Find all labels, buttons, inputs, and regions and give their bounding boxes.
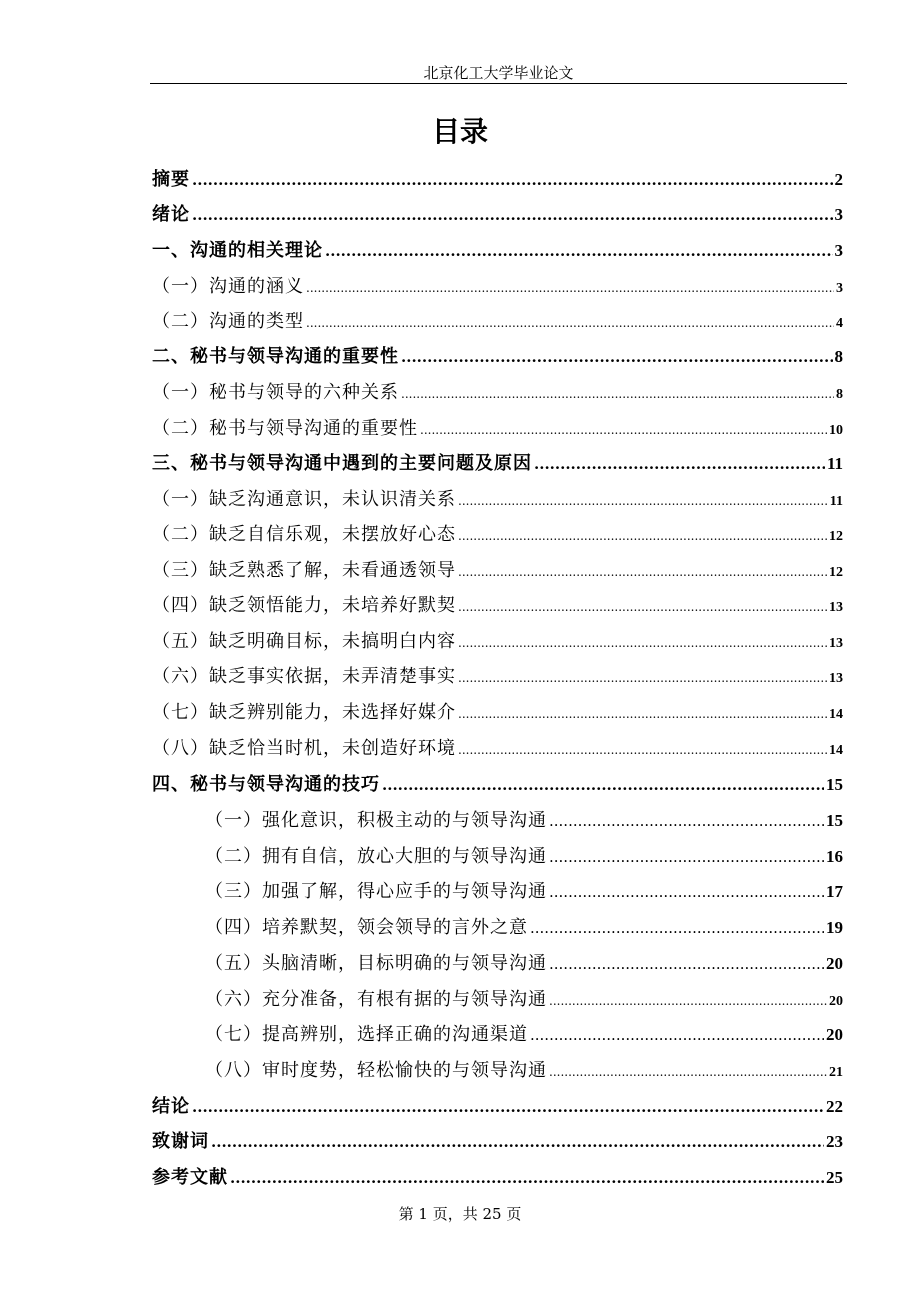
toc-leader: [458, 708, 827, 720]
toc-entry[interactable]: [205, 877, 843, 907]
toc-entry-page: 12: [829, 565, 843, 580]
toc-entry-label: （八）审时度势，轻松愉快的与领导沟通: [205, 1060, 547, 1081]
toc-entry-label: 一、沟通的相关理论: [152, 240, 323, 261]
toc-entry[interactable]: [152, 414, 843, 444]
toc-entry-label: 三、秘书与领导沟通中遇到的主要问题及原因: [152, 453, 532, 474]
toc-entry[interactable]: [152, 734, 843, 764]
toc-entry-page: 15: [826, 811, 843, 830]
toc-leader: [458, 566, 827, 578]
toc-entry-page: 8: [836, 387, 843, 402]
toc-entry-page: 12: [829, 529, 843, 544]
toc-leader: [230, 1171, 824, 1186]
toc-entry[interactable]: [152, 236, 843, 266]
toc-entry-page: 11: [829, 494, 843, 509]
toc-entry[interactable]: [152, 1092, 843, 1122]
toc-entry[interactable]: [152, 1163, 843, 1193]
toc-entry-page: 16: [826, 847, 843, 866]
toc-entry-label: 参考文献: [152, 1167, 228, 1188]
toc-entry[interactable]: [205, 842, 843, 872]
toc-leader: [192, 1100, 824, 1115]
toc-entry-page: 2: [834, 170, 843, 189]
toc-leader: [420, 424, 827, 436]
toc-entry[interactable]: [205, 985, 843, 1015]
toc-entry-label: 结论: [152, 1096, 190, 1117]
toc-entry[interactable]: [152, 378, 843, 408]
toc-entry[interactable]: [205, 806, 843, 836]
toc-entry-label: 致谢词: [152, 1131, 209, 1152]
toc-entry-label: （七）缺乏辨别能力，未选择好媒介: [152, 702, 456, 723]
toc-entry-label: （六）缺乏事实依据，未弄清楚事实: [152, 666, 456, 687]
toc-entry-label: （一）强化意识，积极主动的与领导沟通: [205, 810, 547, 831]
toc-entry-page: 20: [829, 994, 843, 1009]
toc-leader: [534, 457, 825, 472]
toc-entry[interactable]: [152, 662, 843, 692]
toc-entry[interactable]: [152, 698, 843, 728]
toc-entry[interactable]: [152, 165, 843, 195]
toc-leader: [306, 317, 834, 329]
toc-entry-label: （五）头脑清晰，目标明确的与领导沟通: [205, 953, 547, 974]
toc-entry-label: （一）缺乏沟通意识，未认识清关系: [152, 489, 456, 510]
toc-entry-label: （二）秘书与领导沟通的重要性: [152, 418, 418, 439]
toc-leader: [530, 921, 824, 936]
toc-entry[interactable]: [152, 449, 843, 479]
toc-entry-label: （二）缺乏自信乐观，未摆放好心态: [152, 524, 456, 545]
toc-entry-label: 二、秘书与领导沟通的重要性: [152, 346, 399, 367]
toc-entry-page: 3: [834, 241, 843, 260]
toc-title: 目录: [431, 115, 488, 148]
toc-entry-page: 14: [829, 743, 843, 758]
toc-entry[interactable]: [152, 1127, 843, 1157]
toc-entry-label: （四）缺乏领悟能力，未培养好默契: [152, 595, 456, 616]
toc-entry[interactable]: [152, 485, 843, 515]
toc-entry-page: 13: [829, 671, 843, 686]
toc-entry-page: 3: [834, 205, 843, 224]
toc-entry[interactable]: [152, 272, 843, 302]
toc-entry-page: 11: [826, 454, 843, 473]
toc-entry-page: 22: [826, 1097, 843, 1116]
toc-leader: [549, 995, 827, 1007]
toc-entry-page: 8: [834, 347, 843, 366]
toc-entry-label: （八）缺乏恰当时机，未创造好环境: [152, 738, 456, 759]
toc-entry-page: 19: [826, 918, 843, 937]
toc-entry-page: 21: [829, 1065, 843, 1080]
toc-leader: [306, 282, 834, 294]
toc-leader: [549, 885, 824, 900]
toc-entry-label: 摘要: [152, 169, 190, 190]
toc-leader: [192, 208, 833, 223]
running-header: 北京化工大学毕业论文: [423, 64, 574, 82]
toc-entry-label: （三）加强了解，得心应手的与领导沟通: [205, 881, 547, 902]
toc-entry[interactable]: [152, 591, 843, 621]
toc-entry-label: （二）拥有自信，放心大胆的与领导沟通: [205, 846, 547, 867]
page-footer: 第 1 页，共 25 页: [398, 1205, 522, 1223]
toc-leader: [458, 637, 827, 649]
toc-entry-page: 17: [826, 882, 843, 901]
toc-entry[interactable]: [152, 520, 843, 550]
toc-entry-page: 10: [829, 423, 843, 438]
toc-entry-label: （五）缺乏明确目标，未搞明白内容: [152, 631, 456, 652]
toc-entry[interactable]: [152, 342, 843, 372]
toc-entry[interactable]: [152, 200, 843, 230]
toc-entry[interactable]: [152, 770, 843, 800]
toc-entry-label: 四、秘书与领导沟通的技巧: [152, 774, 380, 795]
toc-entry-label: 绪论: [152, 204, 190, 225]
toc-leader: [192, 173, 833, 188]
toc-entry-label: （二）沟通的类型: [152, 311, 304, 332]
toc-leader: [458, 495, 828, 507]
toc-entry-page: 13: [829, 600, 843, 615]
toc-entry-page: 25: [826, 1168, 843, 1187]
toc-entry-label: （六）充分准备，有根有据的与领导沟通: [205, 989, 547, 1010]
toc-entry-page: 4: [836, 316, 843, 331]
toc-entry-label: （七）提高辨别，选择正确的沟通渠道: [205, 1024, 528, 1045]
toc-entry-page: 14: [829, 707, 843, 722]
toc-entry[interactable]: [152, 627, 843, 657]
toc-leader: [549, 850, 824, 865]
toc-entry[interactable]: [205, 949, 843, 979]
toc-leader: [458, 744, 827, 756]
toc-leader: [530, 1028, 824, 1043]
toc-entry[interactable]: [205, 1056, 843, 1086]
toc-entry-page: 15: [826, 775, 843, 794]
toc-entry-label: （一）沟通的涵义: [152, 276, 304, 297]
toc-leader: [211, 1135, 824, 1150]
toc-leader: [401, 388, 834, 400]
toc-entry[interactable]: [205, 1020, 843, 1050]
toc-entry[interactable]: [152, 307, 843, 337]
toc-entry[interactable]: [152, 556, 843, 586]
toc-entry-page: 13: [829, 636, 843, 651]
toc-leader: [458, 672, 827, 684]
toc-leader: [549, 814, 824, 829]
toc-entry-label: （三）缺乏熟悉了解，未看通透领导: [152, 560, 456, 581]
toc-leader: [458, 530, 827, 542]
toc-entry-page: 3: [836, 281, 843, 296]
toc-entry-label: （四）培养默契，领会领导的言外之意: [205, 917, 528, 938]
toc-leader: [325, 244, 833, 259]
toc-leader: [549, 957, 824, 972]
toc-leader: [549, 1066, 827, 1078]
toc-entry-page: 20: [826, 1025, 843, 1044]
toc-leader: [401, 350, 833, 365]
toc-entry[interactable]: [205, 913, 843, 943]
toc-leader: [458, 601, 827, 613]
toc-entry-label: （一）秘书与领导的六种关系: [152, 382, 399, 403]
toc-leader: [382, 778, 824, 793]
toc-entry-page: 23: [826, 1132, 843, 1151]
toc-entry-page: 20: [826, 954, 843, 973]
